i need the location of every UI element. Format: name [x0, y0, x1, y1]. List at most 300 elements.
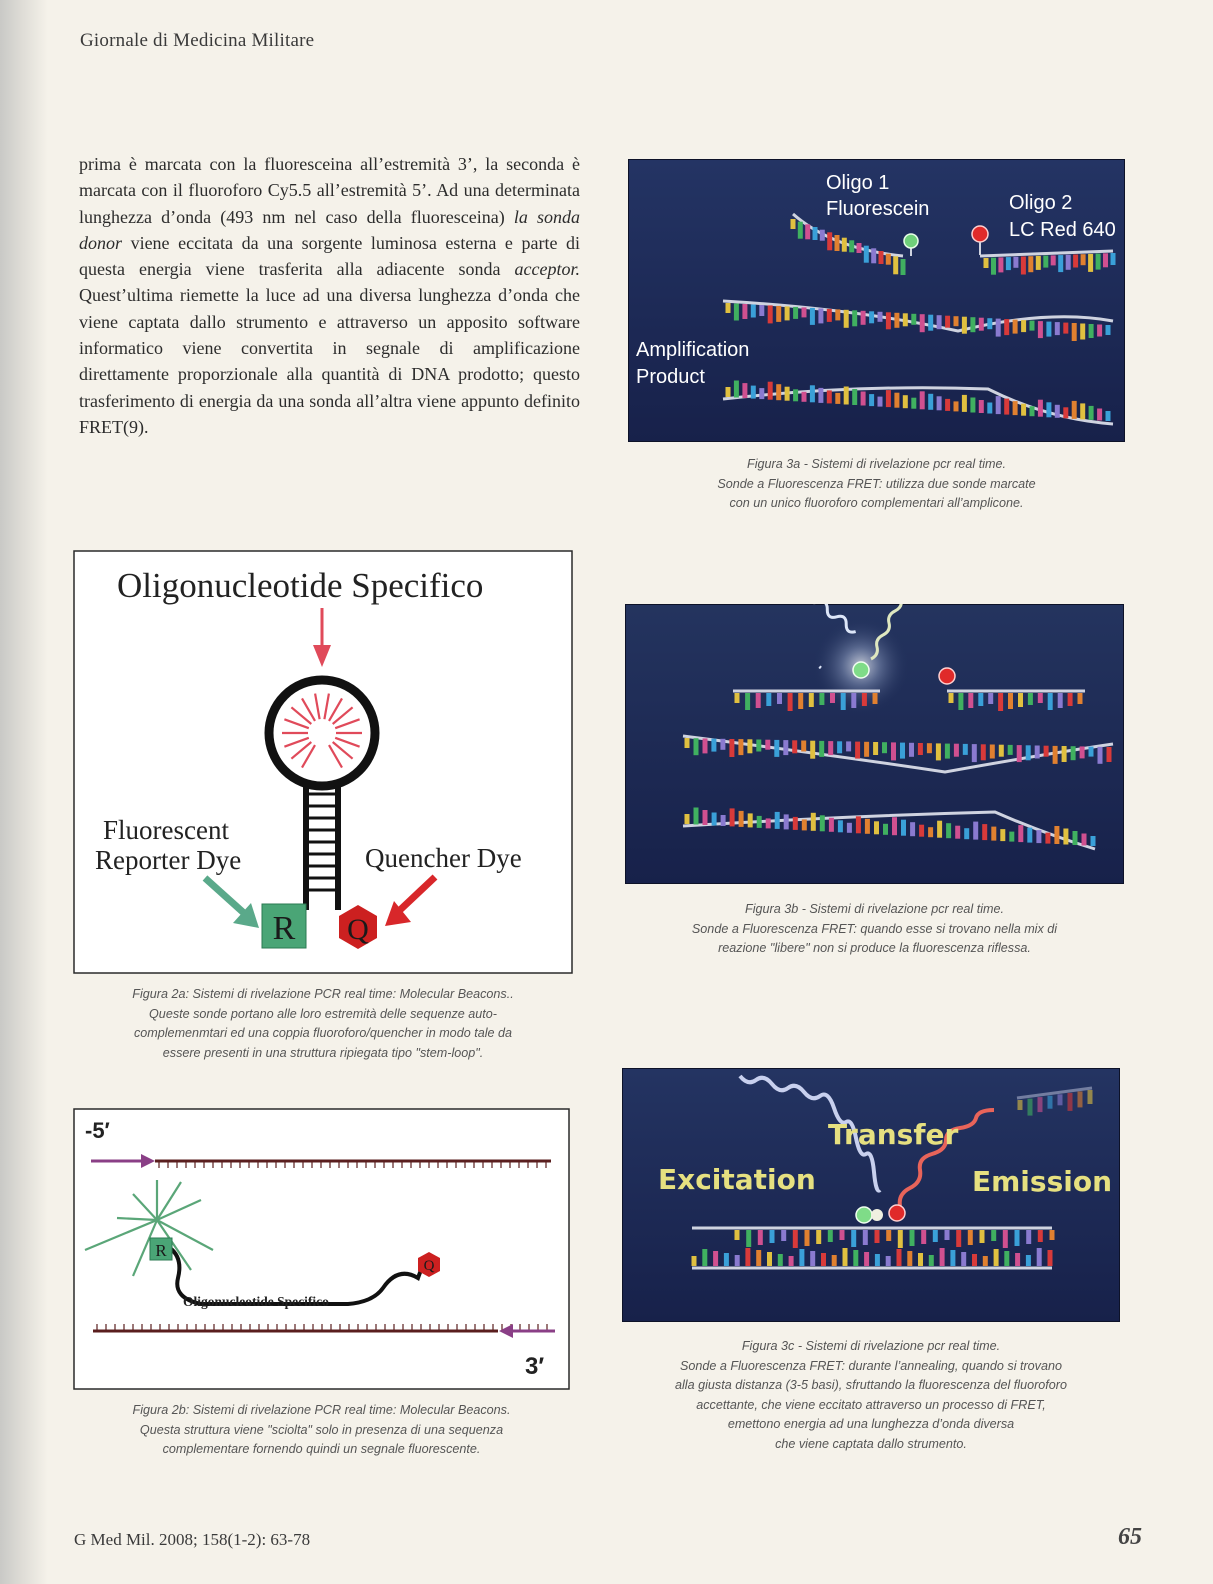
dna-base	[1036, 256, 1041, 270]
dna-base	[724, 1253, 729, 1266]
dna-base	[810, 741, 815, 759]
dna-base	[1037, 1248, 1042, 1266]
dna-base	[694, 738, 699, 755]
dna-base	[1004, 319, 1009, 335]
dna-base	[757, 816, 762, 828]
figure-3c-illustration	[622, 1068, 1120, 1322]
dna-base	[805, 224, 810, 239]
dna-base	[871, 248, 876, 263]
figure-3a-illustration	[628, 159, 1125, 442]
dna-base	[742, 304, 747, 319]
dna-base	[945, 316, 950, 328]
dna-base	[999, 745, 1004, 757]
dna-base	[1026, 1230, 1031, 1244]
dna-base	[886, 1230, 891, 1241]
dna-base	[1073, 831, 1078, 845]
dna-base	[970, 398, 975, 413]
dna-base	[767, 1252, 772, 1266]
dna-base	[937, 821, 942, 838]
dna-base	[1015, 1230, 1020, 1246]
dna-base	[1055, 322, 1060, 335]
dna-base	[972, 744, 977, 762]
dna-base	[991, 827, 996, 841]
dna-base	[745, 693, 750, 710]
dna-base	[949, 693, 954, 703]
dna-base	[818, 388, 823, 403]
figure-3b-illustration	[625, 604, 1124, 884]
running-head: Giornale di Medicina Militare	[80, 30, 315, 51]
dna-base	[954, 316, 959, 326]
dna-base	[878, 397, 883, 407]
dna-base	[1055, 405, 1060, 418]
lc-red-dot	[939, 668, 955, 684]
dna-base	[792, 740, 797, 753]
dna-base	[1068, 693, 1073, 706]
dna-base	[1078, 693, 1083, 704]
dna-base	[920, 314, 925, 332]
dna-base	[818, 308, 823, 323]
dna-base	[909, 743, 914, 757]
emission-label: Emission	[972, 1165, 1112, 1198]
dna-base	[1063, 323, 1068, 334]
dna-base	[777, 693, 782, 704]
dna-base	[810, 1251, 815, 1266]
dna-base	[781, 1230, 786, 1241]
dna-base	[910, 1230, 915, 1246]
figure-3c	[622, 1068, 1120, 1322]
dna-base	[1088, 254, 1093, 272]
dna-base	[841, 693, 846, 710]
dna-base	[936, 743, 941, 760]
dna-base	[1013, 320, 1018, 334]
dna-base	[835, 393, 840, 404]
dna-base	[1046, 402, 1051, 417]
dna-base	[883, 824, 888, 835]
transfer-label: Transfer	[828, 1118, 959, 1151]
dna-base	[843, 1248, 848, 1266]
dna-base	[827, 390, 832, 403]
caption-line: essere presenti in una struttura ripiegata tipo "stem-loop".	[162, 1045, 484, 1060]
dna-base	[984, 258, 989, 268]
dna-base	[765, 740, 770, 750]
dna-base	[838, 820, 843, 832]
dna-base	[927, 743, 932, 753]
dna-base	[844, 310, 849, 328]
dna-base	[982, 824, 987, 840]
dna-base	[720, 739, 725, 750]
reporter-letter: R	[272, 910, 296, 947]
dna-base	[798, 222, 803, 239]
dna-base	[851, 693, 856, 708]
dna-base	[774, 740, 779, 757]
dna-base	[958, 693, 963, 710]
dna-base	[1051, 255, 1056, 265]
dna-base	[886, 390, 891, 407]
dna-base	[1063, 829, 1068, 845]
dna-base	[1054, 826, 1059, 844]
dna-base	[1018, 825, 1023, 842]
dna-base	[1080, 324, 1085, 340]
dna-base	[1089, 406, 1094, 420]
dna-base	[861, 392, 866, 406]
dna-base	[1058, 255, 1063, 272]
dna-base	[849, 240, 854, 252]
dna-base	[954, 401, 959, 411]
dna-base	[768, 382, 773, 400]
dna-base	[770, 1230, 775, 1243]
dna-base	[735, 693, 740, 703]
dna-base	[846, 741, 851, 751]
dna-base	[751, 305, 756, 318]
dna-base	[821, 1253, 826, 1266]
dna-base	[961, 1252, 966, 1266]
dna-base	[990, 745, 995, 759]
dna-base	[1013, 401, 1018, 415]
dna-base	[1089, 324, 1094, 338]
dna-base	[1027, 828, 1032, 843]
dna-base	[1050, 1230, 1055, 1240]
body-text-segment: Quest’ultima riemette la luce ad una diversa lunghezza d’onda che viene captata dallo strumento e attraverso un apposito software informatico viene convertita in segnale di amplificazione direttamente proporzionale alla quantità di DNA prodotto; questo trasferimento di energia da una sonda all’altra viene appunto definito FRET(9).	[79, 285, 580, 437]
quencher-letter: Q	[423, 1258, 435, 1274]
dna-base	[891, 742, 896, 760]
dna-base	[856, 816, 861, 833]
dna-base	[894, 393, 899, 408]
dna-base	[819, 693, 824, 705]
page-number: 65	[1118, 1524, 1142, 1550]
figure-2a	[73, 550, 573, 974]
dna-base	[748, 813, 753, 827]
dna-base	[928, 827, 933, 837]
dna-base	[793, 389, 798, 401]
dna-base	[945, 744, 950, 759]
dna-base	[1028, 693, 1033, 705]
dna-base	[928, 394, 933, 410]
dna-base	[1006, 257, 1011, 270]
caption-line: che viene captata dallo strumento.	[775, 1436, 967, 1451]
dna-base	[1080, 403, 1085, 419]
dna-base	[703, 738, 708, 753]
dna-base	[1072, 323, 1077, 341]
dna-base	[685, 814, 690, 824]
dna-base	[963, 744, 968, 755]
label-5-prime: -5′	[85, 1118, 110, 1143]
dna-base	[819, 741, 824, 757]
dna-base	[1080, 746, 1085, 758]
dna-base	[758, 1230, 763, 1245]
dna-base	[1045, 833, 1050, 844]
dna-base	[1043, 256, 1048, 268]
figure-2b-caption	[73, 1401, 570, 1460]
oligo2-label-line1: Oligo 2	[1009, 192, 1073, 214]
product-label-line2: Product	[636, 366, 705, 388]
dna-base	[735, 1255, 740, 1266]
dna-base	[685, 738, 690, 748]
dna-base	[820, 815, 825, 831]
dna-base	[1013, 257, 1018, 268]
dna-base	[842, 238, 847, 252]
dna-base	[864, 246, 869, 263]
dna-base	[805, 1230, 810, 1246]
dna-base	[1036, 830, 1041, 843]
dna-base	[962, 395, 967, 412]
dna-base	[1030, 321, 1035, 331]
dna-base	[980, 1230, 985, 1243]
dna-base	[721, 815, 726, 826]
dna-base	[968, 693, 973, 708]
dna-base	[865, 819, 870, 834]
dna-base	[1073, 255, 1078, 268]
dna-base	[1026, 1255, 1031, 1266]
dna-base	[1026, 745, 1031, 760]
dna-base	[851, 1230, 856, 1247]
dna-base	[827, 309, 832, 322]
dna-base	[828, 1230, 833, 1242]
dna-base	[873, 693, 878, 704]
dna-base	[747, 739, 752, 753]
dna-base	[756, 1250, 761, 1266]
dna-base	[1071, 746, 1076, 760]
dna-base	[874, 821, 879, 834]
fluorescein-dot	[904, 234, 918, 248]
dna-base	[1038, 1097, 1043, 1112]
dna-base	[1004, 1251, 1009, 1266]
dna-base	[1088, 1090, 1093, 1104]
oligo1-label-line2: Fluorescein	[826, 198, 930, 220]
dna-base	[869, 394, 874, 406]
dna-base	[816, 1230, 821, 1244]
dna-base	[828, 741, 833, 755]
caption-line: Sonde a Fluorescenza FRET: quando esse si trovano nella mix di	[691, 921, 1058, 936]
dna-base	[810, 385, 815, 402]
dna-base	[1003, 1230, 1008, 1248]
dna-base	[844, 387, 849, 405]
dna-base	[756, 693, 761, 708]
dna-base	[793, 817, 798, 830]
dna-base	[1089, 747, 1094, 757]
dna-base	[919, 825, 924, 837]
dna-base	[1038, 1230, 1043, 1242]
dna-base	[1008, 693, 1013, 709]
dna-base	[1028, 1099, 1033, 1116]
caption-line: Queste sonde portano alle loro estremità delle sequenze auto-	[149, 1006, 497, 1021]
dna-base	[798, 693, 803, 709]
dna-base	[978, 693, 983, 706]
dna-base	[711, 739, 716, 752]
dna-base	[950, 1250, 955, 1266]
dna-base	[911, 398, 916, 409]
dna-base	[901, 820, 906, 836]
dna-base	[745, 1248, 750, 1266]
probe-label: Oligonucleotide Specifico	[183, 1294, 329, 1309]
dna-base	[813, 227, 818, 240]
dna-base	[1111, 253, 1116, 265]
dna-base	[768, 305, 773, 323]
dna-base	[759, 305, 764, 316]
dna-base	[987, 403, 992, 414]
dna-base	[955, 826, 960, 839]
dna-base	[1021, 257, 1026, 275]
dna-base	[830, 693, 835, 703]
dna-base	[799, 1249, 804, 1266]
caption-line: Figura 2b: Sistemi di rivelazione PCR real time: Molecular Beacons.	[132, 1403, 511, 1417]
dna-base	[897, 1249, 902, 1266]
caption-line: Figura 3c - Sistemi di rivelazione pcr real time.	[741, 1339, 1001, 1353]
dna-base	[1103, 253, 1108, 267]
body-text-segment: prima è marcata con la fluoresceina all’estremità 3’, la seconda è marcata con il fluoroforo Cy5.5 all’estremità 5’. Ad una determinata lunghezza d’onda (493 nm nel caso della fluoresceina)	[79, 154, 580, 227]
dna-base	[729, 739, 734, 757]
page-binding-shadow	[0, 0, 48, 1584]
dna-base	[893, 256, 898, 274]
dna-base	[937, 315, 942, 329]
caption-line: Questa struttura viene "sciolta" solo in presenza di una sequenza	[139, 1422, 504, 1437]
dna-base	[920, 391, 925, 409]
dna-base	[802, 392, 807, 402]
dna-base	[954, 744, 959, 757]
dna-base	[742, 383, 747, 398]
dna-base	[996, 319, 1001, 337]
dna-base	[1046, 322, 1051, 337]
caption-line: Figura 3a - Sistemi di rivelazione pcr real time.	[747, 457, 1006, 471]
dna-base	[886, 1256, 891, 1266]
dna-base	[983, 1256, 988, 1266]
dna-base	[852, 389, 857, 405]
dna-base	[702, 1249, 707, 1266]
dna-base	[1097, 409, 1102, 421]
dna-base	[778, 1254, 783, 1266]
dna-base	[1048, 693, 1053, 710]
dna-base	[998, 257, 1003, 272]
dna-base	[903, 313, 908, 326]
dna-base	[946, 823, 951, 838]
dna-base	[907, 1251, 912, 1266]
dna-base	[766, 818, 771, 828]
dna-base	[981, 744, 986, 760]
dna-base	[1038, 321, 1043, 338]
dna-base	[875, 1254, 880, 1266]
dna-base	[1008, 745, 1013, 755]
dna-base	[970, 317, 975, 332]
dna-base	[855, 742, 860, 759]
caption-line: reazione "libere" non si produce la fluorescenza riflessa.	[718, 941, 1031, 955]
reporter-letter: R	[155, 1241, 167, 1260]
dna-base	[940, 1248, 945, 1266]
dna-base	[987, 318, 992, 329]
dna-base	[820, 230, 825, 241]
dna-base	[1015, 1253, 1020, 1266]
dna-base	[873, 742, 878, 755]
dna-base	[785, 306, 790, 320]
dna-base	[734, 381, 739, 398]
dna-base	[1058, 1094, 1063, 1105]
figure-2b-illustration	[73, 1108, 570, 1390]
dna-base	[1048, 1096, 1053, 1109]
caption-line: accettante, che viene eccitato attraverso un processo di FRET,	[696, 1397, 1046, 1412]
dna-base	[1062, 746, 1067, 762]
dna-base	[827, 232, 832, 250]
dna-base	[901, 259, 906, 275]
dna-base	[996, 396, 1001, 414]
lc-red-dot	[889, 1205, 905, 1221]
dna-base	[1068, 1093, 1073, 1111]
dna-base	[835, 235, 840, 251]
dna-base	[988, 693, 993, 704]
dna-base	[1044, 746, 1049, 757]
dna-base	[998, 693, 1003, 711]
caption-line: Figura 3b - Sistemi di rivelazione pcr real time.	[745, 902, 1004, 916]
dna-base	[962, 317, 967, 334]
figure-3a	[628, 159, 1125, 442]
reporter-label-line2: Reporter Dye	[95, 845, 242, 875]
dna-base	[1106, 325, 1111, 335]
caption-line: complementare fornendo quindi un segnale fluorescente.	[162, 1442, 481, 1456]
dna-base	[703, 810, 708, 825]
dna-base	[863, 1230, 868, 1245]
dna-base	[1058, 693, 1063, 708]
figure-3b-caption	[625, 900, 1124, 959]
dna-base	[789, 1256, 794, 1266]
dna-base	[1021, 320, 1026, 332]
caption-line: alla giusta distanza (3-5 basi), sfruttando la fluorescenza del fluoroforo	[674, 1378, 1068, 1392]
dna-base	[1028, 256, 1033, 272]
dna-base	[1000, 829, 1005, 841]
dna-base	[811, 813, 816, 831]
dna-base	[911, 314, 916, 325]
dna-base	[929, 1255, 934, 1266]
dna-base	[788, 693, 793, 711]
caption-line: con un unico fluoroforo complementari all’amplicone.	[729, 496, 1024, 510]
dna-base	[726, 303, 731, 313]
dna-base	[840, 1230, 845, 1240]
dna-base	[713, 1251, 718, 1266]
dna-base	[832, 1255, 837, 1266]
figure-3c-caption	[622, 1337, 1120, 1454]
figure-2a-caption	[73, 985, 573, 1063]
dna-base	[1081, 254, 1086, 265]
caption-line: emettono energia ad una lunghezza d’onda diversa	[727, 1417, 1015, 1431]
body-paragraph	[79, 151, 580, 440]
italic-term-donor: la sonda donor	[79, 206, 580, 253]
dna-base	[793, 1230, 798, 1248]
dna-base	[1021, 404, 1026, 416]
quencher-label: Quencher Dye	[365, 843, 522, 873]
figure-2a-illustration	[73, 550, 573, 974]
dna-base	[857, 243, 862, 253]
dna-base	[956, 1230, 961, 1247]
dna-base	[933, 1230, 938, 1242]
dna-base	[756, 740, 761, 752]
dna-base	[1091, 836, 1096, 846]
dna-base	[1078, 1091, 1083, 1107]
dna-base	[1038, 400, 1043, 417]
quencher-letter: Q	[347, 913, 369, 946]
dna-base	[882, 742, 887, 753]
dna-base	[784, 814, 789, 829]
dna-base	[1097, 325, 1102, 337]
label-3-prime: 3′	[525, 1353, 545, 1380]
dna-base	[945, 1230, 950, 1240]
dna-base	[937, 396, 942, 410]
dna-base	[751, 386, 756, 399]
product-label-line1: Amplification	[636, 339, 750, 361]
dna-base	[1096, 254, 1101, 270]
dna-base	[964, 828, 969, 839]
dna-base	[809, 693, 814, 707]
dna-base	[694, 808, 699, 825]
dna-base	[972, 1254, 977, 1266]
dna-base	[918, 1253, 923, 1266]
dna-base	[991, 1230, 996, 1241]
dna-base	[928, 315, 933, 331]
